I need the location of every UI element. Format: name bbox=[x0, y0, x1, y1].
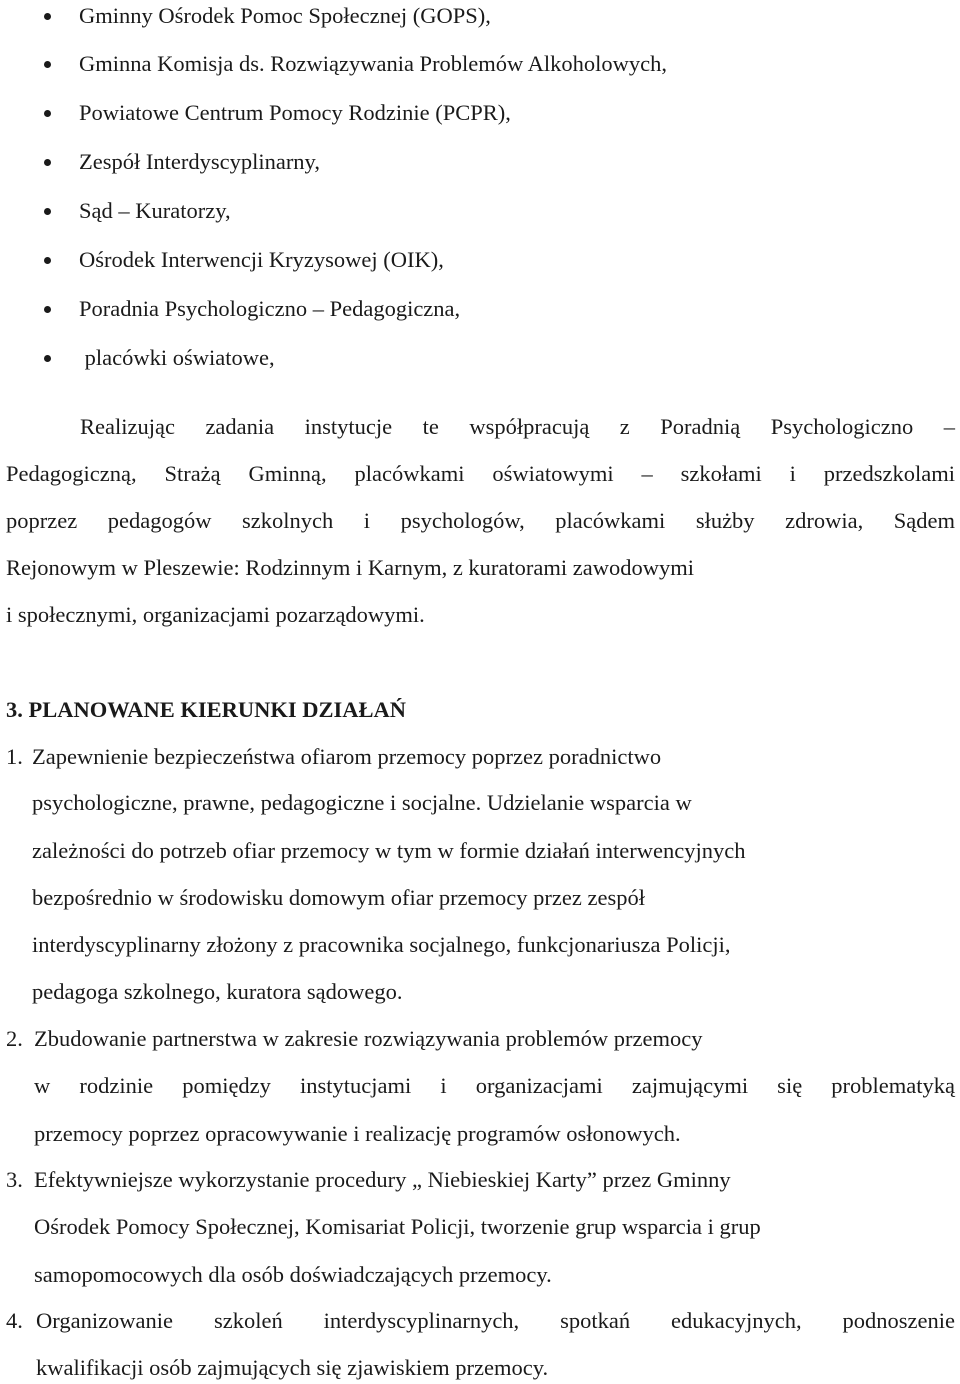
item-number: 4. bbox=[6, 1308, 23, 1333]
list-item-text: placówki oświatowe, bbox=[79, 345, 275, 370]
item-line: w rodzinie pomiędzy instytucjami i organizacjami zajmującymi się problematyką bbox=[34, 1073, 955, 1098]
item-line: Ośrodek Pomocy Społecznej, Komisariat Policji, tworzenie grup wsparcia i grup bbox=[34, 1214, 761, 1239]
bullet-icon bbox=[44, 110, 51, 117]
list-item-text: Ośrodek Interwencji Kryzysowej (OIK), bbox=[79, 247, 444, 272]
item-line: interdyscyplinarny złożony z pracownika socjalnego, funkcjonariusza Policji, bbox=[32, 932, 731, 957]
item-line: przemocy poprzez opracowywanie i realizację programów osłonowych. bbox=[34, 1121, 681, 1146]
list-item-text: Poradnia Psychologiczno – Pedagogiczna, bbox=[79, 296, 461, 321]
item-line: Zapewnienie bezpieczeństwa ofiarom przemocy poprzez poradnictwo bbox=[32, 744, 662, 769]
list-item-text: Zespół Interdyscyplinarny, bbox=[79, 149, 320, 174]
paragraph-line: poprzez pedagogów szkolnych i psychologów, placówkami służby zdrowia, Sądem bbox=[6, 508, 955, 533]
item-line: kwalifikacji osób zajmujących się zjawiskiem przemocy. bbox=[36, 1355, 549, 1380]
bullet-icon bbox=[44, 355, 51, 362]
list-item-text: Gminna Komisja ds. Rozwiązywania Problemów Alkoholowych, bbox=[79, 51, 668, 76]
item-line: samopomocowych dla osób doświadczających przemocy. bbox=[34, 1262, 552, 1287]
paragraph-line: Realizując zadania instytucje te współpracują z Poradnią Psychologiczno – bbox=[80, 414, 955, 439]
paragraph-line: Rejonowym w Pleszewie: Rodzinnym i Karnym, z kuratorami zawodowymi bbox=[6, 555, 694, 580]
paragraph-line: i społecznymi, organizacjami pozarządowymi. bbox=[6, 602, 425, 627]
bullet-icon bbox=[44, 13, 51, 20]
item-line: psychologiczne, prawne, pedagogiczne i socjalne. Udzielanie wsparcia w bbox=[32, 790, 692, 815]
bullet-icon bbox=[44, 159, 51, 166]
list-item-text: Powiatowe Centrum Pomocy Rodzinie (PCPR), bbox=[79, 100, 511, 125]
list-item-text: Sąd – Kuratorzy, bbox=[79, 198, 231, 223]
list-item-text: Gminny Ośrodek Pomoc Społecznej (GOPS), bbox=[79, 3, 491, 28]
item-line: pedagoga szkolnego, kuratora sądowego. bbox=[32, 979, 403, 1004]
item-line: Zbudowanie partnerstwa w zakresie rozwiązywania problemów przemocy bbox=[34, 1026, 703, 1051]
item-line: Organizowanie szkoleń interdyscyplinarnych, spotkań edukacyjnych, podnoszenie bbox=[36, 1308, 955, 1333]
item-line: bezpośrednio w środowisku domowym ofiar przemocy przez zespół bbox=[32, 885, 645, 910]
item-line: zależności do potrzeb ofiar przemocy w tym w formie działań interwencyjnych bbox=[32, 838, 746, 863]
bullet-icon bbox=[44, 306, 51, 313]
paragraph-line: Pedagogiczną, Strażą Gminną, placówkami oświatowymi – szkołami i przedszkolami bbox=[6, 461, 955, 486]
bullet-icon bbox=[44, 257, 51, 264]
item-number: 2. bbox=[6, 1026, 23, 1051]
item-number: 1. bbox=[6, 744, 23, 769]
item-line: Efektywniejsze wykorzystanie procedury „ Niebieskiej Karty” przez Gminny bbox=[34, 1167, 731, 1192]
bullet-icon bbox=[44, 61, 51, 68]
section-heading: 3. PLANOWANE KIERUNKI DZIAŁAŃ bbox=[6, 697, 407, 722]
bullet-icon bbox=[44, 208, 51, 215]
item-number: 3. bbox=[6, 1167, 23, 1192]
